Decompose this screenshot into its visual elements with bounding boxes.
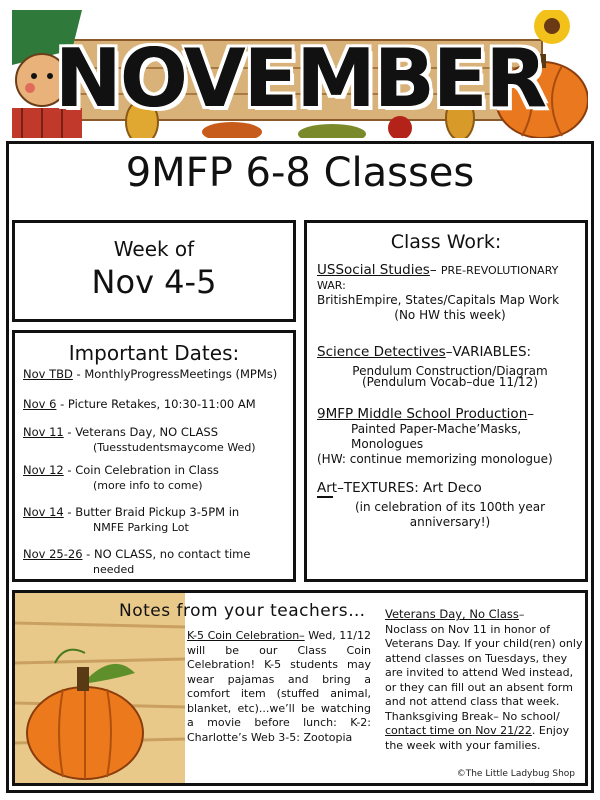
- class-work-box: [304, 220, 588, 582]
- page-title: 9MFP 6-8 Classes: [125, 150, 475, 196]
- production-line2: Monologues: [351, 437, 424, 451]
- pumpkin-illustration: [15, 593, 205, 783]
- week-box: [12, 220, 296, 322]
- week-dates: Nov 4-5: [91, 263, 217, 301]
- social-studies-line2: (No HW this week): [394, 308, 506, 322]
- date-subtext: (more info to come): [93, 479, 203, 492]
- notes-box: [12, 590, 588, 786]
- header-banner: [12, 10, 588, 138]
- date-label: Nov TBD: [23, 367, 73, 381]
- important-dates-box: [12, 330, 296, 582]
- date-text: - NO CLASS, no contact time: [82, 547, 251, 561]
- art-line1: (in celebration of its 100th year: [354, 500, 546, 514]
- date-subtext: NMFE Parking Lot: [93, 521, 189, 534]
- copyright-text: ©The Little Ladybug Shop: [456, 769, 575, 779]
- date-subtext: (Tuesstudentsmaycome Wed): [93, 441, 256, 454]
- production-section: [317, 407, 583, 467]
- class-work-title: Class Work:: [390, 231, 502, 253]
- science-line1: Pendulum Construction/Diagram: [352, 364, 548, 378]
- date-label: Nov 6: [23, 397, 57, 411]
- production-line3: (HW: continue memorizing monologue): [317, 452, 553, 466]
- week-label: Week of: [113, 237, 195, 261]
- date-item: [23, 397, 293, 412]
- date-item: [23, 547, 293, 577]
- date-text: - MonthlyProgressMeetings (MPMs): [72, 367, 278, 381]
- art-heading: Art–TEXTURES: Art Deco: [317, 480, 482, 496]
- veterans-dash: –: [518, 608, 525, 621]
- date-item: [23, 367, 293, 382]
- production-line1: Painted Paper-Mache’Masks,: [351, 422, 522, 436]
- date-label: Nov 11: [23, 425, 64, 439]
- date-text: - Picture Retakes, 10:30-11:00 AM: [56, 397, 256, 411]
- date-subtext: needed: [93, 563, 135, 576]
- date-label: Nov 14: [23, 505, 64, 519]
- production-dash: –: [527, 406, 535, 422]
- k5-body: Wed, 11/12 will be our Class Coin Celebration! K-5 students may wear pajamas and bring a comfort item (stuffed animal, blanket, etc)...we’ll be watching a movie before lunch: K-2: Charlotte’s Web 3-5: Zootopia: [187, 629, 371, 744]
- date-item: [23, 425, 293, 455]
- date-text: - Coin Celebration in Class: [63, 463, 219, 477]
- social-studies-section: [317, 263, 583, 323]
- date-label: Nov 25-26: [23, 547, 83, 561]
- social-studies-heading: USSocial Studies: [317, 262, 430, 278]
- date-text: - Veterans Day, NO CLASS: [63, 425, 219, 439]
- date-text: - Butter Braid Pickup 3-5PM in: [63, 505, 240, 519]
- science-heading: Science Detectives: [317, 344, 446, 360]
- social-studies-topic: PRE-REVOLUTIONARY WAR:: [317, 264, 559, 292]
- veterans-note: [385, 607, 583, 753]
- science-topic: –VARIABLES:: [445, 344, 532, 360]
- k5-coin-note: [187, 629, 371, 745]
- date-item: [23, 463, 293, 493]
- veterans-body: Noclass on Nov 11 in honor of Veterans Day. If your child(ren) only attend classes on Tuesdays, they are invited to attend Wed instead, or they can fill out an absent form and not attend class that week. Thanksgiving Break– No school/: [385, 622, 583, 723]
- art-underline: [317, 496, 333, 498]
- social-studies-dash: –: [429, 262, 441, 278]
- social-studies-line1: BritishEmpire, States/Capitals Map Work: [317, 293, 560, 307]
- notes-title: Notes from your teachers…: [119, 601, 366, 621]
- important-dates-title: Important Dates:: [68, 341, 240, 365]
- art-line2: anniversary!): [409, 515, 491, 529]
- banner-title: NOVEMBER: [54, 32, 546, 125]
- veterans-contact-time: contact time on Nov 21/22: [385, 724, 532, 737]
- date-item: [23, 505, 293, 535]
- date-label: Nov 12: [23, 463, 64, 477]
- art-section: [317, 481, 583, 530]
- k5-heading: K-5 Coin Celebration–: [187, 629, 305, 642]
- veterans-heading: Veterans Day, No Class: [385, 607, 519, 621]
- science-section: [317, 345, 583, 390]
- production-heading: 9MFP Middle School Production: [317, 406, 528, 422]
- veterans-tail: . Enjoy the week with your families.: [385, 724, 570, 752]
- science-line2: (Pendulum Vocab–due 11/12): [361, 375, 538, 389]
